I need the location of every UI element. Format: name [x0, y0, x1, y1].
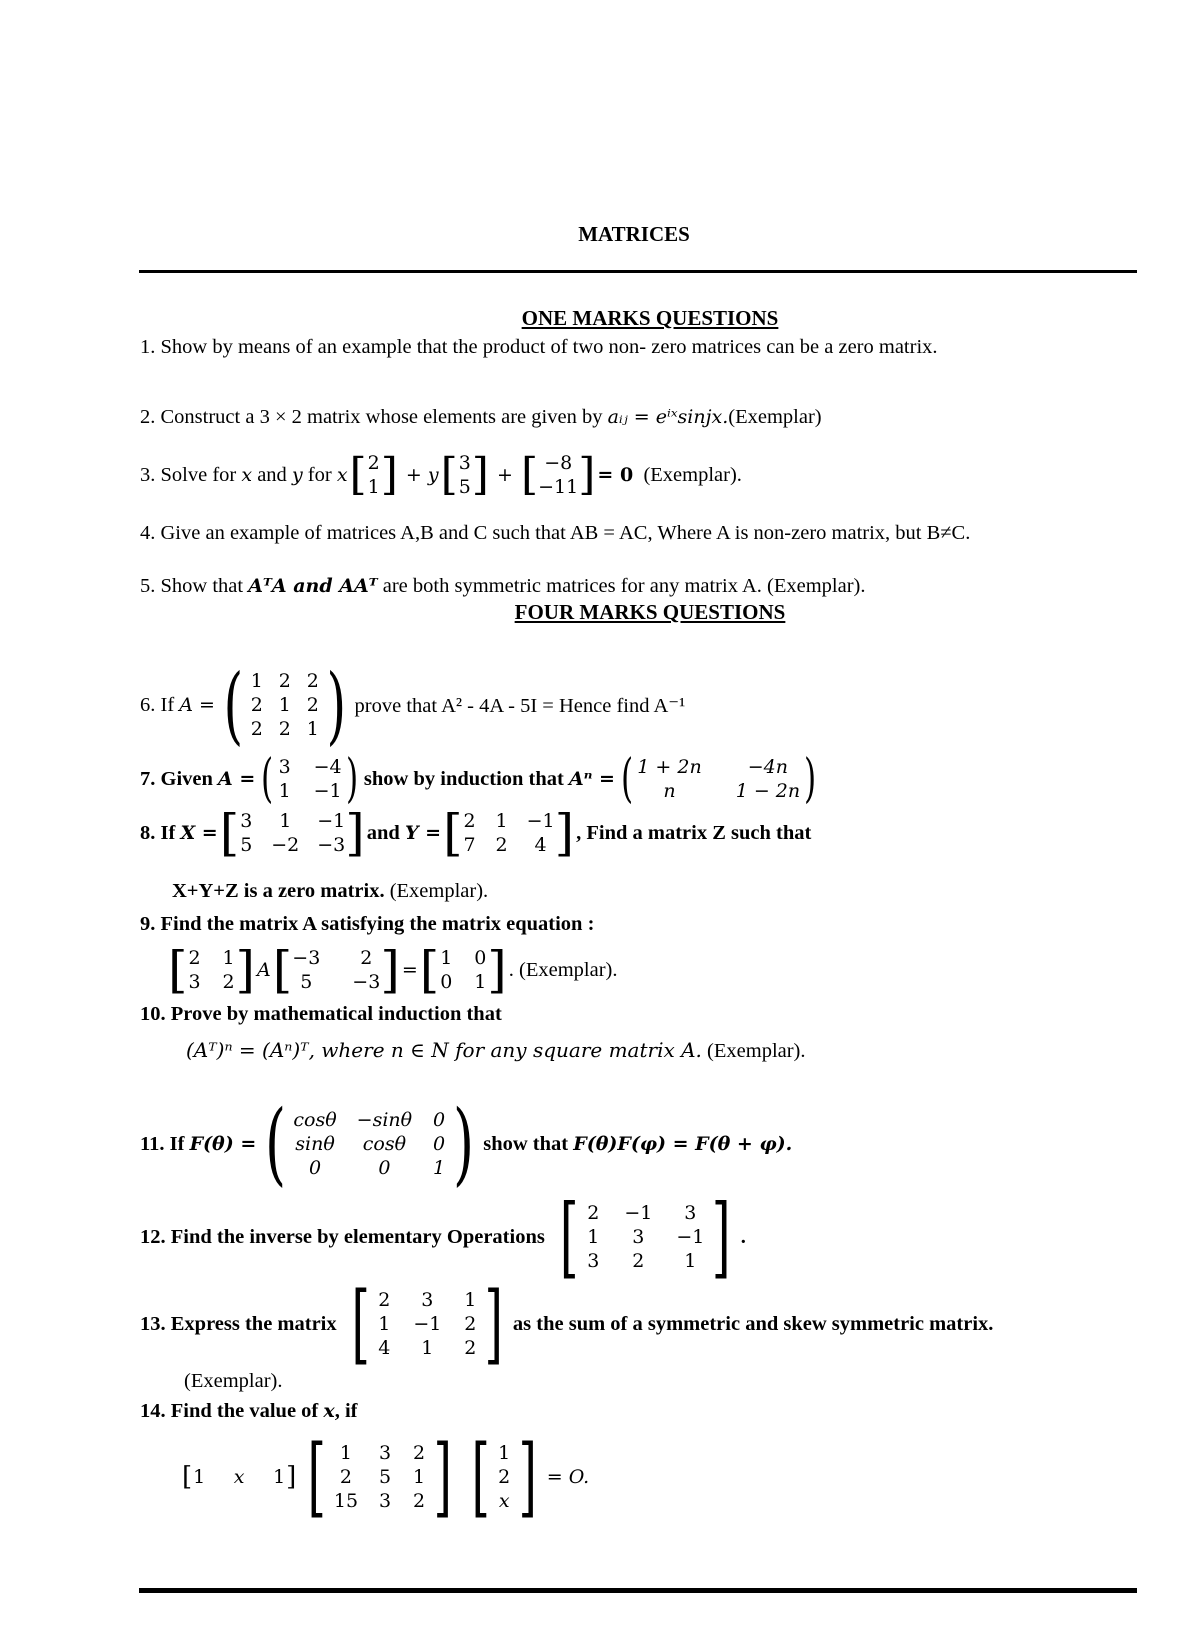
cell: −1: [413, 1313, 442, 1335]
q6-number: 6. If: [140, 693, 175, 716]
q8-number: 8. If: [140, 821, 176, 844]
q8-matrix-x: [ 3 1 −1 5 −2 −3 ]: [219, 804, 365, 862]
q3-number: 3.: [140, 463, 156, 486]
question-14-equation: [180, 1427, 590, 1527]
cell: 1: [306, 718, 319, 740]
cell: 0: [308, 1157, 322, 1179]
q9-var-a: A: [257, 959, 271, 981]
q10-number: 10.: [140, 1003, 166, 1025]
cell: 4: [534, 834, 547, 856]
cell: 1: [222, 947, 235, 969]
cell: 0: [433, 1109, 446, 1131]
q14-var-x: x: [323, 1400, 335, 1422]
cell: 2: [464, 1313, 477, 1335]
cell: −3: [292, 947, 321, 969]
cell: 3: [379, 1490, 392, 1512]
cell: 2: [413, 1490, 426, 1512]
q3-vector-3: [ −8 −11 ]: [520, 449, 596, 500]
q3-pre: Solve for: [160, 463, 237, 486]
cell: 1: [279, 810, 292, 832]
q2-formula: aᵢⱼ = eⁱˣsinjx.: [607, 406, 729, 428]
question-9: [140, 913, 594, 936]
cell: 3: [458, 452, 471, 474]
question-13: [140, 1274, 994, 1374]
question-4: [140, 522, 970, 545]
q14-number: 14.: [140, 1400, 166, 1422]
page-title: MATRICES: [578, 222, 690, 246]
q7-rhs: Aⁿ =: [568, 768, 615, 790]
cell: 1: [378, 1313, 391, 1335]
cell: 1: [440, 947, 453, 969]
q8-and: and: [366, 821, 400, 844]
cell: sinθ: [295, 1133, 335, 1155]
cell: 1 − 2n: [735, 780, 801, 802]
cell: 2: [278, 718, 291, 740]
cell: 1: [193, 1466, 206, 1488]
q7-mid: show by induction that: [363, 767, 564, 790]
q10-text: Prove by mathematical induction that: [170, 1003, 502, 1025]
cell: 0: [440, 971, 453, 993]
cell: x: [233, 1466, 245, 1488]
question-10: [140, 1003, 502, 1026]
q11-lhs: F(θ) =: [189, 1133, 257, 1155]
cell: 3: [632, 1226, 645, 1248]
cell: 2: [339, 1466, 353, 1488]
cell: −1: [526, 810, 555, 832]
cell: −2: [271, 834, 300, 856]
question-5: [140, 575, 865, 598]
q3-equals-zero: = 0: [597, 464, 634, 486]
cell: 2: [188, 947, 201, 969]
q14-matrix: [ 1 3 2 2 5 1 15 3 2 ]: [307, 1427, 453, 1527]
cell: 1: [250, 670, 263, 692]
cell: −1: [624, 1202, 653, 1224]
q2-number: 2.: [140, 406, 156, 428]
question-6: [140, 656, 686, 754]
cell: 2: [463, 810, 476, 832]
cell: −11: [538, 476, 579, 498]
q11-number: 11. If: [140, 1132, 185, 1155]
q13-text: Express the matrix: [170, 1312, 337, 1335]
q1-number: 1.: [140, 336, 156, 358]
q6-matrix: ( 1 2 2 2 1 2 2 2 1 ): [223, 656, 346, 754]
q9-matrix-3: [ 1 0 0 1 ]: [419, 941, 507, 999]
q12-number: 12.: [140, 1225, 166, 1248]
cell: −1: [313, 780, 342, 802]
q8-post: , Find a matrix Z such that: [576, 821, 812, 844]
cell: 1: [413, 1466, 426, 1488]
cell: 1: [498, 1442, 511, 1464]
cell: 1: [278, 780, 291, 802]
q1-text: Show by means of an example that the product of two non- zero matrices can be a zero matrix.: [160, 336, 938, 358]
cell: 3: [421, 1289, 434, 1311]
cell: 2: [222, 971, 235, 993]
question-14: [140, 1400, 357, 1423]
cell: −8: [544, 452, 573, 474]
cell: n: [663, 780, 676, 802]
q3-for: for: [307, 463, 332, 486]
q3-vector-1: [ 2 1 ]: [349, 449, 398, 500]
cell: 1: [464, 1289, 477, 1311]
cell: −1: [317, 810, 346, 832]
q11-matrix: ( cosθ −sinθ 0 sinθ cosθ 0 0 0 1 ): [265, 1091, 475, 1196]
q4-number: 4.: [140, 522, 156, 544]
q10-formula: (Aᵀ)ⁿ = (Aⁿ)ᵀ, where n ∈ N for any square matrix A.: [186, 1038, 702, 1062]
cell: 15: [333, 1490, 359, 1512]
cell: −3: [352, 971, 381, 993]
cell: 3: [240, 810, 253, 832]
q13-post: as the sum of a symmetric and skew symmetric matrix.: [512, 1312, 994, 1335]
q9-text: Find the matrix A satisfying the matrix equation :: [160, 913, 595, 935]
cell: 2: [367, 452, 380, 474]
cell: cosθ: [362, 1133, 407, 1155]
cell: 2: [495, 834, 508, 856]
cell: 2: [250, 718, 263, 740]
q5-number: 5.: [140, 575, 156, 597]
cell: 2: [464, 1337, 477, 1359]
q2-text: Construct a 3 × 2 matrix whose elements are given by: [160, 406, 603, 428]
cell: 5: [379, 1466, 392, 1488]
cell: cosθ: [293, 1109, 337, 1131]
question-8: [140, 806, 811, 860]
cell: −sinθ: [356, 1109, 413, 1131]
q7-lhs: A =: [218, 768, 256, 790]
q13-matrix: [ 2 3 1 1 −1 2 4 1 2 ]: [351, 1274, 504, 1374]
cell: 7: [463, 834, 476, 856]
q8-matrix-y: [ 2 1 −1 7 2 4 ]: [443, 804, 575, 862]
cell: 5: [458, 476, 471, 498]
cell: 5: [300, 971, 313, 993]
q7-number: 7. Given: [140, 767, 213, 790]
q7-matrix-2: ( 1 + 2n −4n n 1 − 2n ): [621, 749, 817, 809]
four-marks-heading: FOUR MARKS QUESTIONS: [514, 600, 786, 624]
question-10-formula: [186, 1038, 806, 1063]
question-13-tail: [184, 1370, 282, 1393]
cell: 1: [474, 971, 487, 993]
cell: 2: [498, 1466, 511, 1488]
cell: −1: [676, 1226, 705, 1248]
cell: 2: [250, 694, 263, 716]
title-divider: [139, 270, 1137, 273]
cell: 0: [378, 1157, 391, 1179]
q6-lhs: A =: [179, 694, 215, 716]
q9-matrix-2: [ −3 2 5 −3 ]: [272, 941, 400, 999]
q3-coef-x: x: [336, 464, 348, 486]
q11-rhs: F(θ)F(φ) = F(θ + φ).: [573, 1133, 793, 1155]
cell: 2: [306, 694, 319, 716]
q5-pre: Show that: [160, 575, 244, 597]
cell: 3: [684, 1202, 697, 1224]
question-9-equation: [166, 943, 618, 997]
q7-matrix: ( 3 −4 1 −1 ): [261, 749, 358, 809]
cell: 2: [378, 1289, 391, 1311]
q3-vector-2: [ 3 5 ]: [440, 449, 489, 500]
q8-x: X =: [180, 822, 218, 844]
cell: 5: [240, 834, 253, 856]
question-8-line2: [172, 880, 488, 903]
question-12: [140, 1185, 746, 1288]
one-marks-heading: ONE MARKS QUESTIONS: [521, 306, 779, 330]
question-11: [140, 1091, 793, 1196]
q14-column-vector: [ 1 2 x ]: [471, 1427, 538, 1527]
cell: 1: [367, 476, 380, 498]
cell: 3: [379, 1442, 392, 1464]
cell: 2: [306, 670, 319, 692]
bottom-divider: [139, 1588, 1137, 1593]
q11-mid: show that: [483, 1132, 569, 1155]
cell: x: [498, 1490, 510, 1512]
cell: 1: [684, 1250, 697, 1272]
cell: 2: [278, 670, 291, 692]
cell: 1: [433, 1157, 446, 1179]
q14-comma: , if: [334, 1400, 358, 1422]
question-3: 3. Solve for x and y for x [ 2 1 ] + y [ 3 5 ] + [ −8 −11 ] = 0 (Exemplar).: [140, 449, 742, 500]
q12-matrix: [ 2 −1 3 1 3 −1 3 2 1 ]: [559, 1185, 731, 1288]
q8-y: Y =: [404, 822, 442, 844]
cell: 1: [495, 810, 508, 832]
q3-var-y: y: [291, 464, 303, 486]
question-7: [140, 749, 822, 809]
cell: 2: [632, 1250, 645, 1272]
cell: 2: [413, 1442, 426, 1464]
q8-line2: X+Y+Z is a zero matrix.: [172, 880, 385, 902]
q9-equals: =: [401, 959, 418, 981]
q12-text: Find the inverse by elementary Operations: [170, 1225, 545, 1248]
cell: 0: [474, 947, 487, 969]
q8-tail: (Exemplar).: [389, 880, 489, 902]
q3-and: and: [257, 463, 287, 486]
q3-tail: (Exemplar).: [643, 463, 742, 486]
q12-tail: .: [740, 1225, 746, 1248]
q2-tail: (Exemplar): [728, 406, 822, 428]
cell: 0: [433, 1133, 446, 1155]
q5-formula: AᵀA and AAᵀ: [248, 575, 378, 597]
cell: −4n: [747, 756, 789, 778]
q14-text: Find the value of: [170, 1400, 319, 1422]
q4-text: Give an example of matrices A,B and C such that AB = AC, Where A is non-zero matrix, but B≠C.: [160, 522, 971, 544]
q9-tail: . (Exemplar).: [508, 958, 618, 981]
question-2: [140, 406, 822, 429]
cell: 1: [421, 1337, 434, 1359]
cell: 1: [587, 1226, 600, 1248]
cell: 1 + 2n: [637, 756, 702, 778]
q9-matrix-1: [ 2 1 3 2 ]: [168, 941, 256, 999]
q9-number: 9.: [140, 913, 156, 935]
q13-number: 13.: [140, 1312, 166, 1335]
cell: 1: [339, 1442, 353, 1464]
cell: 2: [587, 1202, 600, 1224]
cell: 1: [278, 694, 291, 716]
q14-row-vector: [ 1 x 1 ]: [182, 1462, 297, 1492]
q3-coef-y: y: [427, 464, 439, 486]
cell: 4: [378, 1337, 391, 1359]
cell: −3: [317, 834, 346, 856]
question-1: [140, 336, 938, 359]
q3-var-x: x: [241, 464, 253, 486]
q14-equals: = O.: [546, 1466, 590, 1488]
cell: 3: [188, 971, 201, 993]
q6-post: prove that A² - 4A - 5I = Hence find A⁻¹: [354, 694, 686, 717]
q13-tail: (Exemplar).: [184, 1370, 283, 1392]
cell: 3: [587, 1250, 600, 1272]
cell: 1: [273, 1466, 286, 1488]
q5-post: are both symmetric matrices for any matrix A. (Exemplar).: [382, 575, 866, 597]
cell: 3: [278, 756, 291, 778]
cell: 2: [360, 947, 373, 969]
cell: −4: [313, 756, 342, 778]
q10-tail: (Exemplar).: [707, 1040, 806, 1062]
